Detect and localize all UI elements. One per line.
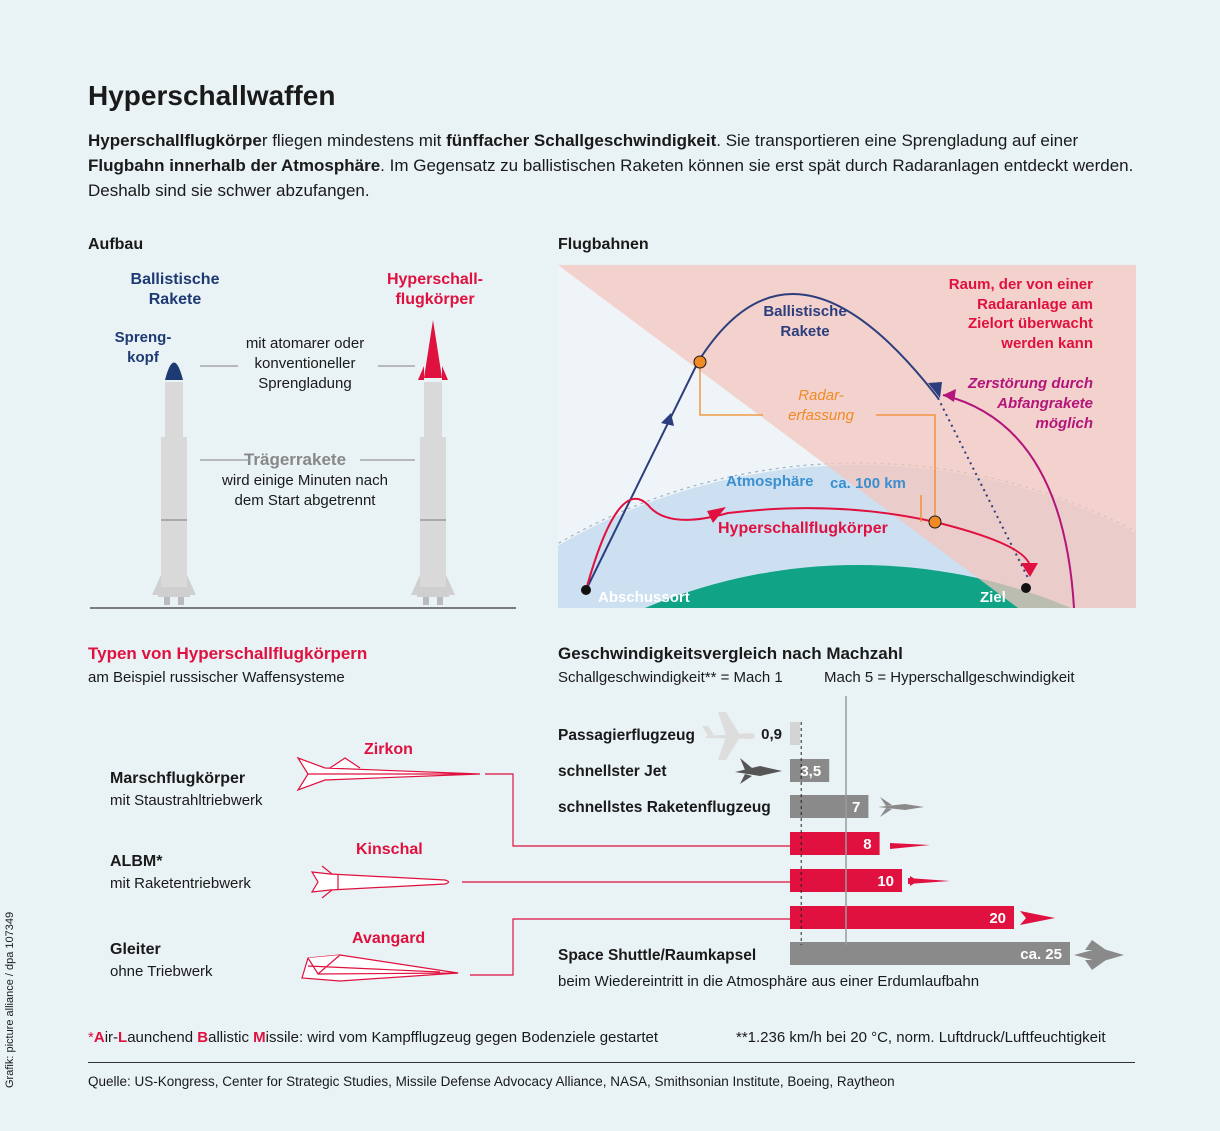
kinschal-desc: mit Raketentriebwerk [110, 875, 251, 892]
avangard-icon [1020, 911, 1055, 925]
passenger-plane-icon [702, 712, 755, 760]
bar-label-3: 8 [863, 836, 872, 853]
cat-label-1: schnellster Jet [558, 763, 667, 780]
ref-mach5-label: Mach 5 = Hyperschallgeschwindigkeit [824, 669, 1075, 686]
zirkon-type: Marschflugkörper [110, 770, 246, 787]
zirkon-icon [890, 843, 930, 849]
fast-jet-icon [735, 758, 782, 784]
avangard-name: Avangard [352, 930, 426, 947]
credit-text: Grafik: picture alliance / dpa 107349 [4, 911, 16, 1088]
bar-label-4: 10 [877, 873, 894, 890]
altitude-label: ca. 100 km [830, 475, 906, 492]
bar-5 [790, 906, 1014, 929]
destroy-label: Zerstörung durch Abfangrakete möglich [967, 375, 1093, 432]
kinschal-icon [908, 876, 950, 886]
zirkon-desc: mit Staustrahltriebwerk [110, 792, 263, 809]
intro-text: Hyperschallflugkörper fliegen mindestens mit fünffacher Schallgeschwindigkeit. Sie transportieren eine Sprengladung auf einer Flugbahn innerhalb der Atmosphäre. Im Gegensatz zu ballistischen Raketen können sie erst spät durch Radaranlagen entdeckt werden. Deshalb sind sie schwer abzufangen. [88, 131, 1134, 200]
source-text: Quelle: US-Kongress, Center for Strategic Studies, Missile Defense Advocacy Alliance, NASA, Smithsonian Institute, Boeing, Raytheon [88, 1074, 895, 1089]
kinschal-name: Kinschal [356, 841, 423, 858]
kinschal-type: ALBM* [110, 853, 163, 870]
zirkon-name: Zirkon [364, 741, 413, 758]
flugbahnen-heading: Flugbahnen [558, 236, 649, 253]
space-shuttle-icon [1074, 940, 1124, 970]
avangard-type: Gleiter [110, 941, 161, 958]
atmosphere-label: Atmosphäre [726, 473, 814, 490]
bar-label-5: 20 [989, 910, 1006, 927]
cat-label-6: Space Shuttle/Raumkapsel [558, 947, 757, 964]
hyper-title: Hyperschall-flugkörper [386, 271, 484, 308]
carrier-desc: wird einige Minuten nach dem Start abgetrennt [222, 472, 388, 509]
rocket-plane-icon [878, 797, 924, 817]
chart-title: Geschwindigkeitsvergleich nach Machzahl [558, 644, 903, 663]
bar-label-2: 7 [852, 799, 861, 816]
warhead-desc: mit atomarer oder konventioneller Sprengladung [245, 335, 365, 392]
ballistic-title: Ballistische Rakete [130, 271, 220, 308]
warhead-label: Spreng-kopf [114, 329, 172, 366]
ballistic-path-label: Ballistische Rakete [763, 303, 847, 340]
bar-label-6: ca. 25 [1020, 946, 1062, 963]
cat-label-2: schnellstes Raketenflugzeug [558, 799, 771, 816]
chart-note: beim Wiedereintritt in die Atmosphäre aus einer Erdumlaufbahn [558, 973, 980, 990]
aufbau-heading: Aufbau [88, 236, 144, 253]
sound-footnote: **1.236 km/h bei 20 °C, norm. Luftdruck/Luftfeuchtigkeit [736, 1029, 1106, 1046]
typen-heading: Typen von Hyperschallflugkörpern [88, 644, 368, 663]
radar-zone-label: Raum, der von einer Radaranlage am Zielort überwacht werden kann [948, 276, 1093, 352]
typen-subheading: am Beispiel russischer Waffensysteme [88, 669, 345, 686]
launch-label: Abschussort [598, 589, 690, 606]
bar-label-1: 3,5 [800, 763, 822, 780]
carrier-title: Trägerrakete [243, 450, 347, 469]
bar-0 [790, 722, 800, 745]
radar-label: Radar-erfassung [788, 387, 854, 424]
ref-mach1-label: Schallgeschwindigkeit** = Mach 1 [558, 669, 783, 686]
hyper-path-label: Hyperschallflugkörper [718, 520, 888, 537]
page-title: Hyperschallwaffen [88, 80, 336, 111]
footer-divider [88, 1062, 1135, 1063]
bar-label-0: 0,9 [761, 726, 782, 743]
avangard-desc: ohne Triebwerk [110, 963, 213, 980]
target-label: Ziel [980, 589, 1006, 606]
cat-label-0: Passagierflugzeug [558, 727, 695, 744]
albm-footnote: *Air-Launchend Ballistic Missile: wird vom Kampfflugzeug gegen Bodenziele gestartet [88, 1029, 659, 1046]
